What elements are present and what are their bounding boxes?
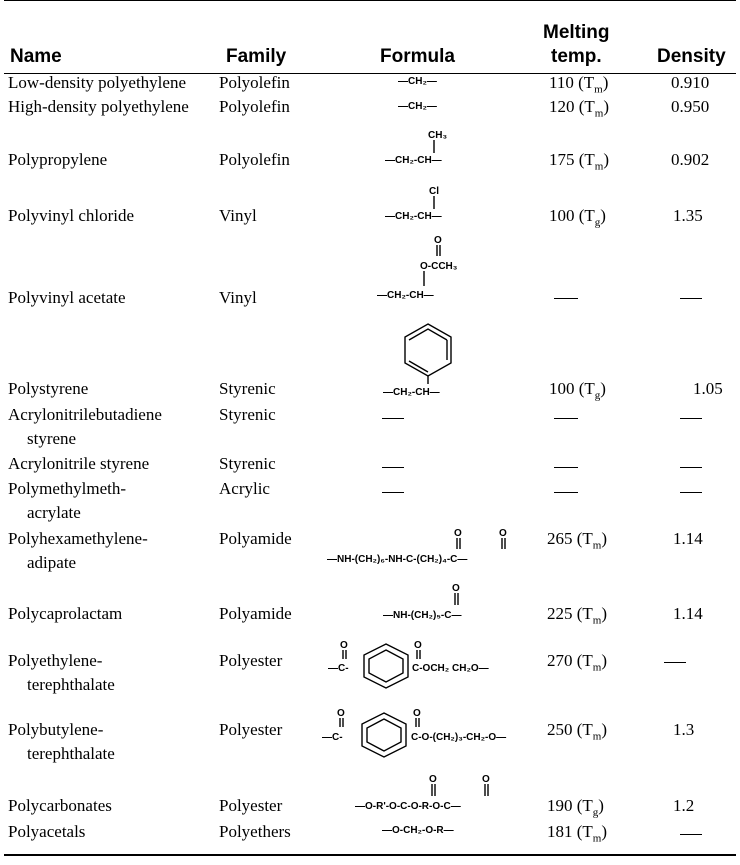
row-name: Polypropylene (8, 150, 108, 169)
formula-polystyrene (382, 322, 478, 400)
row-family: Polyolefin (219, 97, 290, 116)
melt-type: m (592, 730, 602, 743)
row-melt: 250 $(T_m)$ (547, 720, 608, 743)
row-name: Polystyrene (8, 379, 89, 398)
melt-value: 181 (547, 822, 573, 841)
row-density: 1.14 (673, 529, 703, 548)
row-density: 1.35 (673, 206, 703, 225)
row-name: Polycarbonates (8, 796, 112, 815)
melt-type: g (594, 389, 601, 402)
as-melt-dash (554, 467, 578, 468)
nylon66-o2: O (499, 528, 507, 539)
melt-value: 190 (547, 796, 573, 815)
melt-value: 270 (547, 651, 573, 670)
abs-formula-dash (382, 418, 404, 419)
header-melting-line1: Melting (543, 22, 610, 43)
row-family: Polyolefin (219, 73, 290, 92)
row-family: Acrylic (219, 479, 270, 498)
formula-pet (328, 636, 528, 692)
melt-value: 120 (549, 97, 575, 116)
pc-o1: O (429, 774, 437, 785)
row-melt: 100 $(T_g)$ (549, 379, 606, 402)
pvc-main-label: —CH₂-CH— (385, 211, 442, 222)
melt-value: 225 (547, 604, 573, 623)
as-density-dash (680, 467, 702, 468)
row-family: Polyester (219, 651, 283, 670)
melt-type: m (594, 107, 604, 120)
row-melt: 120 $(T_m)$ (549, 97, 610, 120)
formula-polycarbonates (354, 771, 524, 817)
row-melt: 225 $(T_m)$ (547, 604, 608, 627)
row-name: Polyacetals (8, 822, 86, 841)
abs-density-dash (680, 418, 702, 419)
pet-right-label: C-OCH₂ CH₂O— (412, 663, 489, 674)
row-family: Styrenic (219, 379, 276, 398)
melt-type: g (592, 806, 599, 819)
row-name-line1: Polymethylmeth- (8, 479, 127, 498)
formula-polyacetals: —O-CH₂-O-R— (382, 825, 454, 836)
pp-methyl-label: CH₃ (428, 130, 448, 141)
pbt-o1: O (337, 708, 345, 719)
formula-pbt (322, 704, 536, 762)
row-family: Styrenic (219, 454, 276, 473)
header-name: Name (10, 46, 62, 67)
row-melt: 270 $(T_m)$ (547, 651, 608, 674)
row-family: Styrenic (219, 405, 276, 424)
header-melting-line2: temp. (551, 46, 602, 67)
melt-value: 250 (547, 720, 573, 739)
ps-main-label: —CH₂-CH— (383, 387, 440, 398)
pbt-left-label: —C- (322, 732, 343, 743)
row-name: Polycaprolactam (8, 604, 123, 623)
row-name: High-density polyethylene (8, 97, 189, 116)
formula-ldpe: —CH₂— (398, 76, 437, 87)
formula-polycaprolactam (382, 580, 492, 626)
row-name-line2: styrene (27, 429, 77, 448)
melt-value: 100 (549, 379, 575, 398)
pc-o2: O (482, 774, 490, 785)
abs-melt-dash (554, 418, 578, 419)
nylon66-o1: O (454, 528, 462, 539)
row-density: 1.05 (693, 379, 723, 398)
bottom-rule (4, 854, 736, 856)
melt-value: 265 (547, 529, 573, 548)
formula-polyhexamethylene-adipate (326, 525, 532, 573)
row-density: 1.2 (673, 796, 695, 815)
row-family: Polyolefin (219, 150, 290, 169)
pva-carbonyl-o: O (434, 235, 442, 246)
as-formula-dash (382, 467, 404, 468)
melt-value: 110 (549, 73, 574, 92)
row-melt: 110 $(T_m)$ (549, 73, 609, 96)
row-melt: 181 $(T_m)$ (547, 822, 608, 845)
row-density: 1.3 (673, 720, 695, 739)
row-name-line2: terephthalate (27, 675, 115, 694)
header-density: Density (657, 46, 726, 67)
row-name: Polyvinyl acetate (8, 288, 126, 307)
nylon6-o: O (452, 583, 460, 594)
row-name-line1: Polybutylene- (8, 720, 104, 739)
row-name: Low-density polyethylene (8, 73, 186, 92)
row-family: Polyethers (219, 822, 291, 841)
row-melt: 265 $(T_m)$ (547, 529, 608, 552)
pet-o1: O (340, 640, 348, 651)
row-name-line1: Polyhexamethylene- (8, 529, 148, 548)
pc-main-label: —O-R'-O-C-O-R-O-C— (355, 801, 461, 812)
row-name-line2: terephthalate (27, 744, 115, 763)
row-name-line2: adipate (27, 553, 77, 572)
formula-polypropylene (384, 126, 474, 170)
pp-main-label: —CH₂-CH— (385, 155, 442, 166)
top-rule (4, 0, 736, 1)
melt-value: 175 (549, 150, 575, 169)
formula-pvc (384, 182, 474, 226)
row-density: 0.910 (671, 73, 710, 92)
pvc-chlorine-label: Cl (429, 186, 439, 197)
melt-type: g (594, 216, 601, 229)
pva-density-dash (680, 298, 702, 299)
pva-main-label: —CH₂-CH— (377, 290, 434, 301)
row-melt: 190 $(T_g)$ (547, 796, 604, 819)
pom-density-dash (680, 834, 702, 835)
pet-o2: O (414, 640, 422, 651)
row-family: Polyester (219, 720, 283, 739)
pet-density-dash (664, 662, 686, 663)
row-family: Polyester (219, 796, 283, 815)
row-density: 1.14 (673, 604, 703, 623)
nylon66-main-label: —NH-(CH₂)₆-NH-C-(CH₂)₄-C— (327, 554, 468, 565)
row-density: 0.902 (671, 150, 710, 169)
header-family: Family (226, 46, 287, 67)
row-density: 0.950 (671, 97, 710, 116)
row-name-line2: acrylate (27, 503, 81, 522)
pbt-o2: O (413, 708, 421, 719)
row-name: Polyvinyl chloride (8, 206, 135, 225)
formula-polyvinyl-acetate (376, 232, 476, 308)
pva-melt-dash (554, 298, 578, 299)
row-family: Polyamide (219, 604, 292, 623)
nylon6-main-label: —NH-(CH₂)₅-C— (383, 610, 462, 621)
melt-value: 100 (549, 206, 575, 225)
row-family: Vinyl (219, 206, 257, 225)
row-name-line1: Acrylonitrilebutadiene (8, 405, 162, 424)
melt-type: m (592, 832, 602, 845)
pva-ester-label: O-CCH₃ (420, 261, 458, 272)
row-family: Vinyl (219, 288, 257, 307)
row-family: Polyamide (219, 529, 292, 548)
row-melt: 175 $(T_m)$ (549, 150, 610, 173)
melt-type: m (592, 661, 602, 674)
pmma-density-dash (680, 492, 702, 493)
pmma-formula-dash (382, 492, 404, 493)
melt-type: m (594, 83, 603, 96)
formula-hdpe: —CH₂— (398, 101, 437, 112)
melt-type: m (592, 614, 602, 627)
pbt-right-label: C-O-(CH₂)₃-CH₂-O— (411, 732, 507, 743)
pet-left-label: —C- (328, 663, 349, 674)
row-name: Acrylonitrile styrene (8, 454, 150, 473)
pmma-melt-dash (554, 492, 578, 493)
row-name-line1: Polyethylene- (8, 651, 103, 670)
melt-type: m (594, 160, 604, 173)
melt-type: m (592, 539, 602, 552)
header-formula: Formula (380, 46, 455, 67)
row-melt: 100 $(T_g)$ (549, 206, 606, 229)
